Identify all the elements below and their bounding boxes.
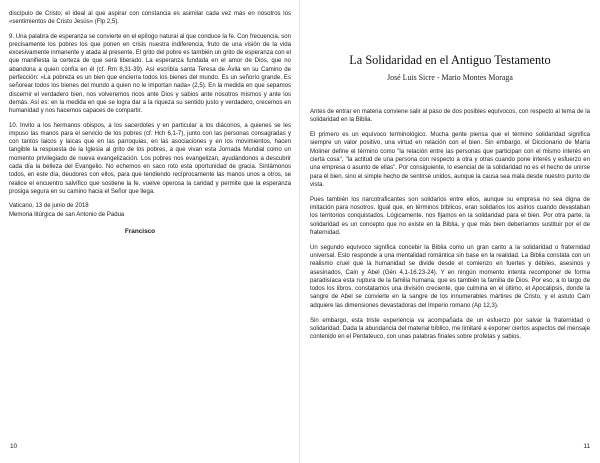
left-paragraph-continuation: discípulo de Cristo; el ideal al que aspirar con constancia es asimilar cada vez más en nosotros los «sentimientos de Cristo Jesús» (Flp 2,5). — [9, 11, 291, 26]
signature: Francisco — [124, 227, 156, 235]
date-and-memorial: Vaticano, 13 de junio de 2018 Memoria litúrgica de san Antonio de Padua — [9, 203, 125, 218]
right-paragraph-1: Antes de entrar en materia conviene salir al paso de dos posibles equívocos, con respecto al tema de la solidaridad en la Biblia. — [310, 109, 590, 124]
chapter-authors: José Luis Sicre - Mario Montes Moraga — [387, 73, 513, 82]
right-paragraph-3: Pues también los narcotraficantes son solidarios entre ellos, aunque su empresa no sea digna de imitación para nosotros. Igual que, en términos bíblicos, eran solidarios los asirios cuando devastaban los territorios conquistados. Lógicamente, nos fijamos en la solidaridad para el bien. Por otra parte, la solidaridad es un concepto que no existe en la Biblia, y que más bien deberíamos sustituir por el de fraternidad. — [310, 196, 590, 236]
right-paragraph-4: Un segundo equívoco significa concebir la Biblia como un gran canto a la solidaridad o fraternidad universal. Esto responde a una mentalidad romántica sin base en la realidad. La Biblia constata con un realismo cruel que la humanidad se divide desde el comienzo en fuertes y débiles, asesinos y asesinados, Caín y Abel (Gén 4,1-16.23-24). Y en ningún momento intenta recomponer de forma paradisíaca esta ruptura de la familia humana, que es también la familia de Dios. Por eso, a lo largo de todos los libros, constatamos una división creciente, que culmina en el último, el Apocalipsis, donde la sangre de Abel se convierte en la sangre de los innumerables mártires de Cristo, y el astuto Caín adquiere las dimensiones devastadoras del Imperio romano (Ap 12,3). — [310, 244, 590, 309]
right-paragraph-5: Sin embargo, esta triste experiencia va acompañada de un esfuerzo por salvar la fraternidad o solidaridad. Dada la abundancia del material bíblico, me limitaré a exponer ciertos aspectos del mensaje contenido en el Pentateuco, con unas palabras finales sobre profetas y sabios. — [310, 317, 590, 341]
chapter-title: La Solidaridad en el Antiguo Testamento — [349, 53, 551, 67]
left-paragraph-10: 10. Invito a los hermanos obispos, a los sacerdotes y en particular a los diáconos, a quienes se les impuso las manos para el servicio de los pobres (cf. Hch 6,1-7), junto con las personas consagradas y con tantos laicos y laicas que en las parroquias, en las asociaciones y en los movimientos, hacen tangible la respuesta de la Iglesia al grito de los pobres, a que vivan esta Jornada Mundial como un momento privilegiado de nueva evangelización. Los pobres nos evangelizan, ayudándonos a descubrir cada día la belleza del Evangelio. No echemos en saco roto esta oportunidad de gracia. Sintámonos todos, en este día, deudores con ellos, para que tendiendo recíprocamente las manos unos a otros, se realice el encuentro salvífico que sostiene la fe, vuelve operosa la caridad y permite que la esperanza prosiga segura en su camino hacia el Señor que llega. — [9, 122, 291, 195]
left-paragraph-9: 9. Una palabra de esperanza se convierte en el epílogo natural al que conduce la fe. Con frecuencia, son precisamente los pobres los que ponen en crisis nuestra indiferencia, fruto de una visión de la vida excesivamente inmanente y atada al presente. El grito del pobre es también un grito de esperanza con el que manifiesta la certeza de que será liberado. La esperanza fundada en el amor de Dios, que no abandona a quien confía en él (cf. Rm 8,31-39). Así escribía santa Teresa de Ávila en su Camino de perfección: «La pobreza es un bien que encierra todos los bienes del mundo. Es un señorío grande. Es señorear todos los bienes del mundo a quien no le importan nada» (2,5). En la medida en que sepamos discernir el verdadero bien, nos volveremos ricos ante Dios y sabios ante nosotros mismos y ante los demás. Así es: en la medida en que se logra dar a la riqueza su sentido justo y verdadero, crecemos en humanidad y nos hacemos capaces de compartir. — [9, 33, 291, 115]
right-page — [300, 0, 600, 463]
page-number-left: 10 — [10, 443, 18, 450]
right-paragraph-2: El primero es un equívoco terminológico. Mucha gente piensa que el término solidaridad significa siempre un valor positivo, una virtud en relación con el bien. Sin embargo, el Diccionario de María Moliner define el término como "la relación entre las personas que participan con el mismo interés en cierta cosa", "la actitud de una persona con respecto a otra y otras cuando pone interés y esfuerzo en una empresa o asunto de ellas". Por consiguiente, lo esencial de la solidaridad no es el hecho de unirse para el bien, sino el simple hecho de sentirse unidos, aunque la causa sea mala desde nuestro punto de vista. — [310, 132, 590, 188]
page-number-right: 11 — [583, 443, 590, 450]
